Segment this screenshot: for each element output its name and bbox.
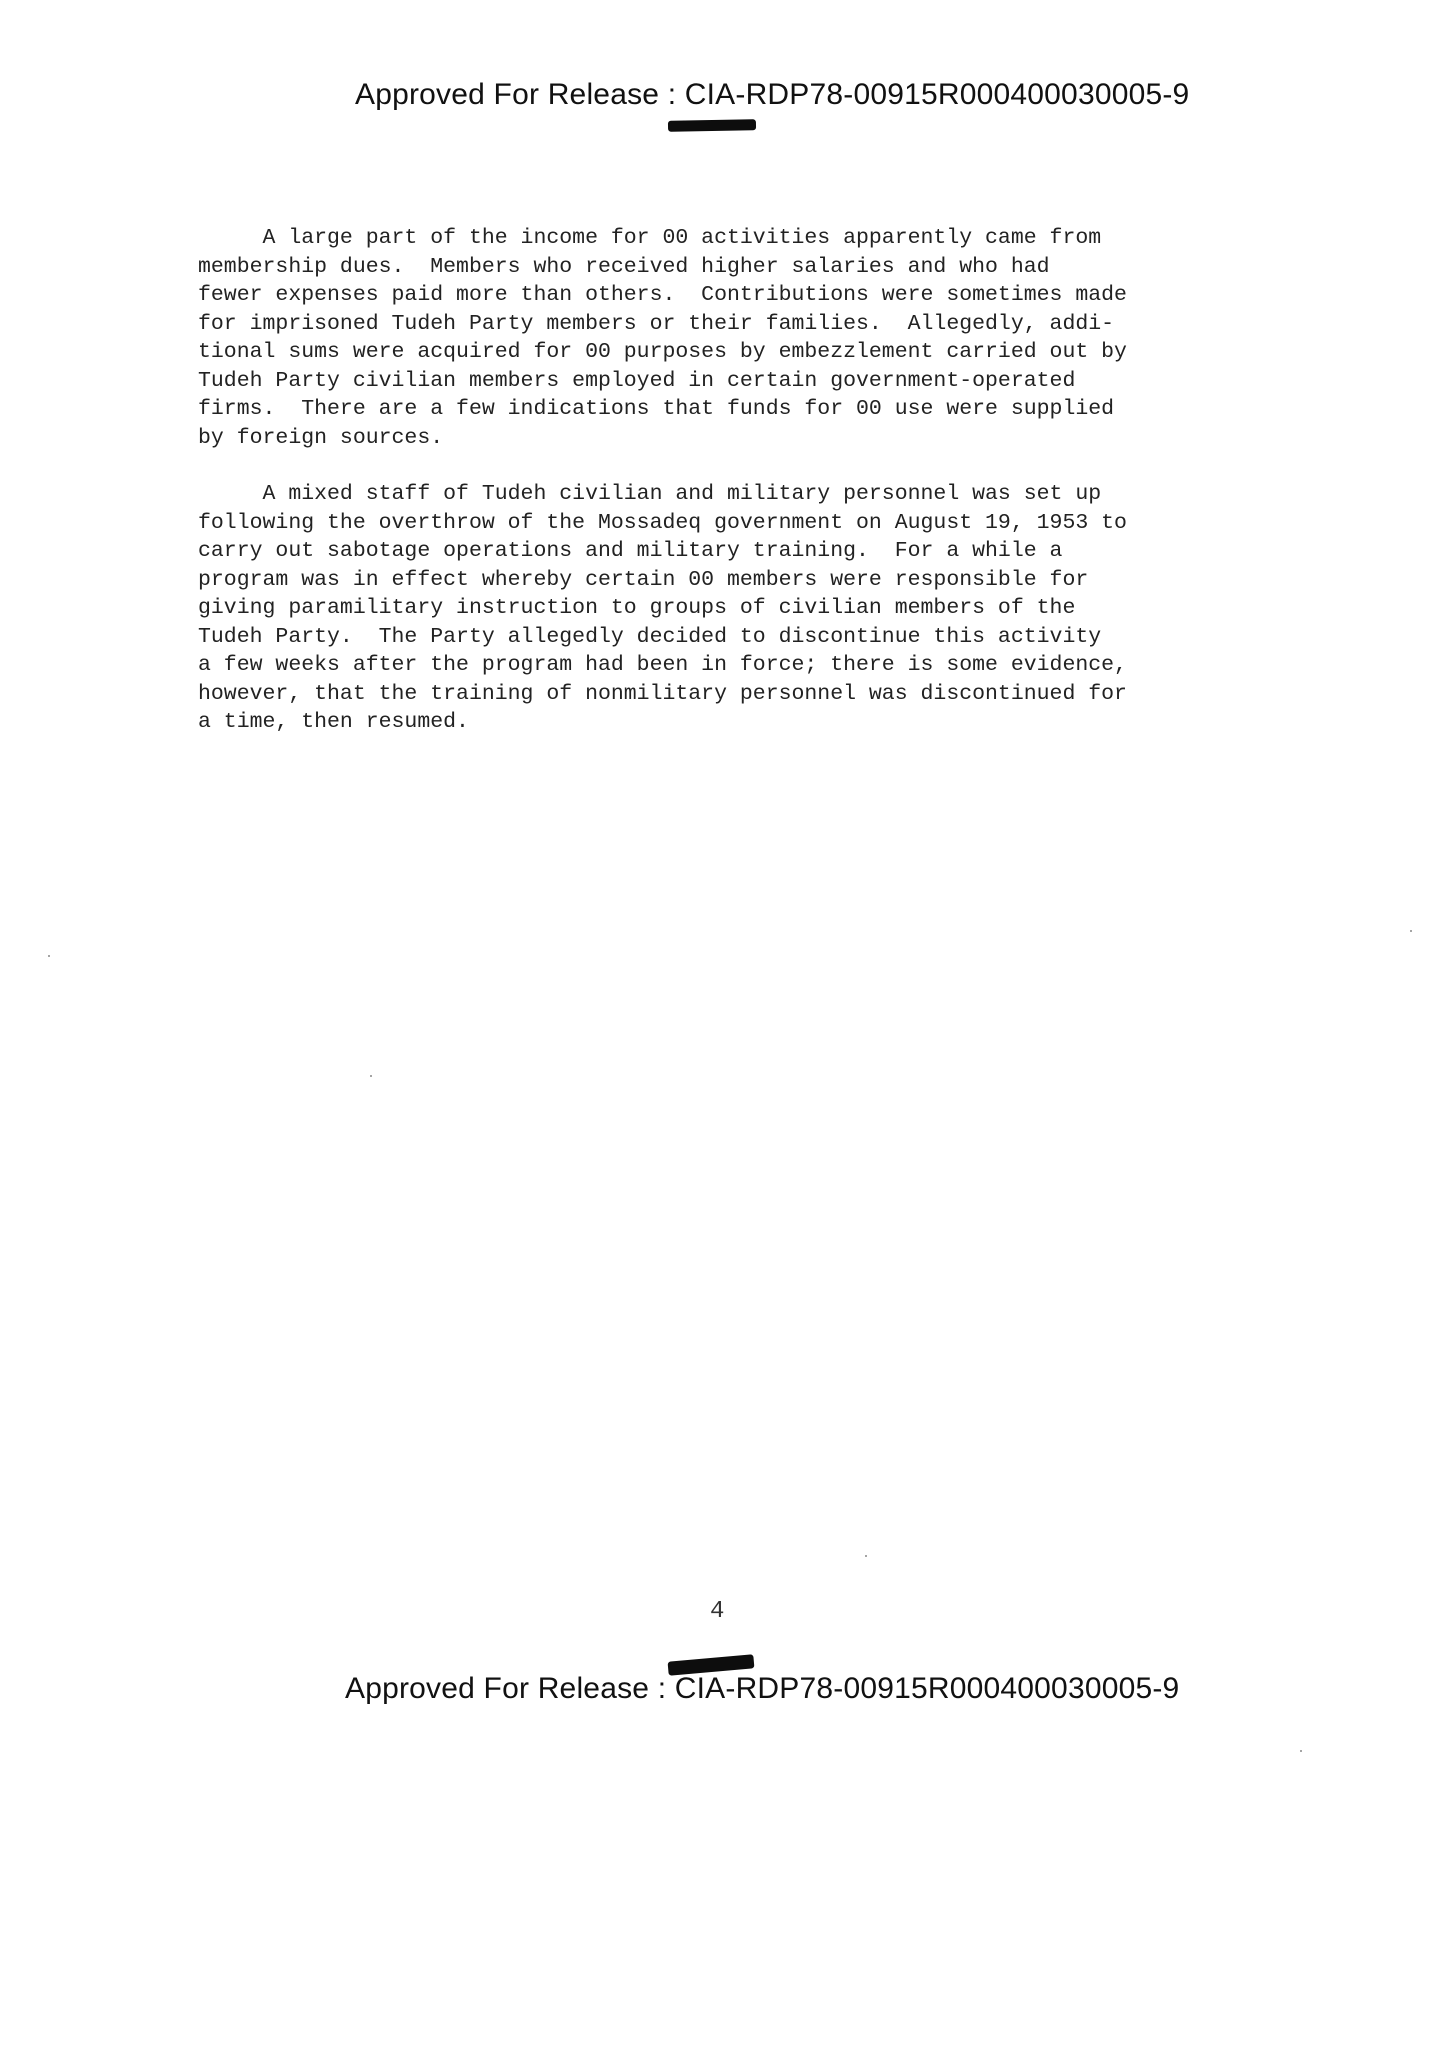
text-line: Tudeh Party civilian members employed in certain government-operated [198, 368, 1076, 393]
text-line: A large part of the income for 00 activities apparently came from [198, 226, 1102, 250]
paragraph-income [198, 224, 1228, 452]
scan-speck [865, 1555, 867, 1557]
text-line: following the overthrow of the Mossadeq government on August 19, 1953 to [198, 510, 1127, 535]
text-line: giving paramilitary instruction to groups of civilian members of the [198, 596, 1076, 620]
scan-speck [1410, 930, 1412, 932]
text-line: program was in effect whereby certain 00 members were responsible for [198, 567, 1089, 592]
page-number: 4 [710, 1598, 725, 1625]
text-line: carry out sabotage operations and military training. For a while a [198, 539, 1063, 563]
text-line: membership dues. Members who received higher salaries and who had [198, 254, 1050, 279]
scan-speck [48, 955, 50, 957]
text-line: firms. There are a few indications that funds for 00 use were supplied [198, 397, 1115, 421]
text-line: fewer expenses paid more than others. Contributions were sometimes made [198, 283, 1127, 307]
redaction-mark-top [668, 119, 756, 132]
scan-speck [1300, 1750, 1302, 1752]
text-line: a time, then resumed. [198, 710, 469, 734]
text-line: however, that the training of nonmilitary personnel was discontinued for [198, 681, 1127, 706]
release-stamp-bottom: Approved For Release : CIA-RDP78-00915R000400030005-9 [345, 1672, 1180, 1705]
text-line: Tudeh Party. The Party allegedly decided to discontinue this activity [198, 624, 1102, 649]
release-stamp-top: Approved For Release : CIA-RDP78-00915R000400030005-9 [355, 78, 1190, 111]
text-line: for imprisoned Tudeh Party members or their families. Allegedly, addi- [198, 311, 1115, 336]
paragraph-mixed-staff [198, 480, 1228, 737]
text-line: by foreign sources. [198, 425, 444, 450]
scan-speck [370, 1075, 372, 1077]
text-line: A mixed staff of Tudeh civilian and military personnel was set up [198, 482, 1102, 506]
text-line: tional sums were acquired for 00 purposes by embezzlement carried out by [198, 340, 1127, 364]
text-line: a few weeks after the program had been in force; there is some evidence, [198, 653, 1127, 677]
